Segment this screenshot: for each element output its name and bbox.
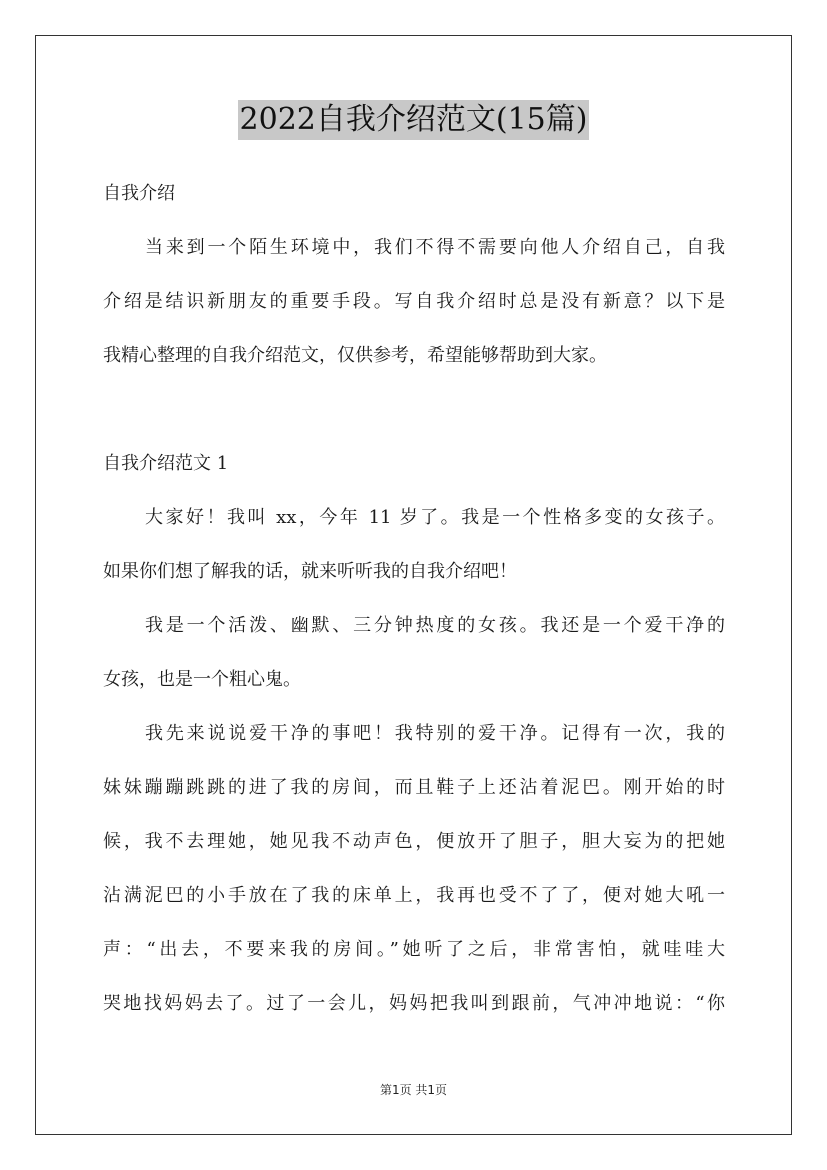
- paragraph-line: 候，我不去理她，她见我不动声色，便放开了胆子，胆大妄为的把她: [103, 831, 725, 852]
- paragraph-line: 我先来说说爱干净的事吧！我特别的爱干净。记得有一次，我的: [145, 723, 725, 744]
- paragraph-line: 沾满泥巴的小手放在了我的床单上，我再也受不了了，便对她大吼一: [103, 885, 725, 906]
- paragraph-line: 我精心整理的自我介绍范文，仅供参考，希望能够帮助到大家。: [103, 345, 607, 366]
- paragraph-line: 当来到一个陌生环境中，我们不得不需要向他人介绍自己，自我: [145, 237, 725, 258]
- paragraph-line: 介绍是结识新朋友的重要手段。写自我介绍时总是没有新意？以下是: [103, 291, 725, 312]
- paragraph-line: 如果你们想了解我的话，就来听听我的自我介绍吧！: [103, 561, 517, 582]
- paragraph-line: 我是一个活泼、幽默、三分钟热度的女孩。我还是一个爱干净的: [145, 615, 725, 636]
- page-footer: [0, 1082, 827, 1098]
- document-title: 2022自我介绍范文(15篇): [238, 100, 590, 140]
- title-container: [0, 100, 827, 140]
- page-number-label: 第1页 共1页: [379, 1083, 448, 1097]
- section-heading-intro: 自我介绍: [103, 183, 175, 204]
- paragraph-line: 大家好！我叫 xx，今年 11 岁了。我是一个性格多变的女孩子。: [145, 507, 725, 528]
- paragraph-line: 哭地找妈妈去了。过了一会儿，妈妈把我叫到跟前，气冲冲地说：“你: [103, 993, 725, 1014]
- paragraph-line: 声：“出去，不要来我的房间。”她听了之后，非常害怕，就哇哇大: [103, 939, 725, 960]
- paragraph-line: 女孩，也是一个粗心鬼。: [103, 669, 301, 690]
- section-heading-1: 自我介绍范文 1: [103, 453, 229, 474]
- paragraph-line: 妹妹蹦蹦跳跳的进了我的房间，而且鞋子上还沾着泥巴。刚开始的时: [103, 777, 725, 798]
